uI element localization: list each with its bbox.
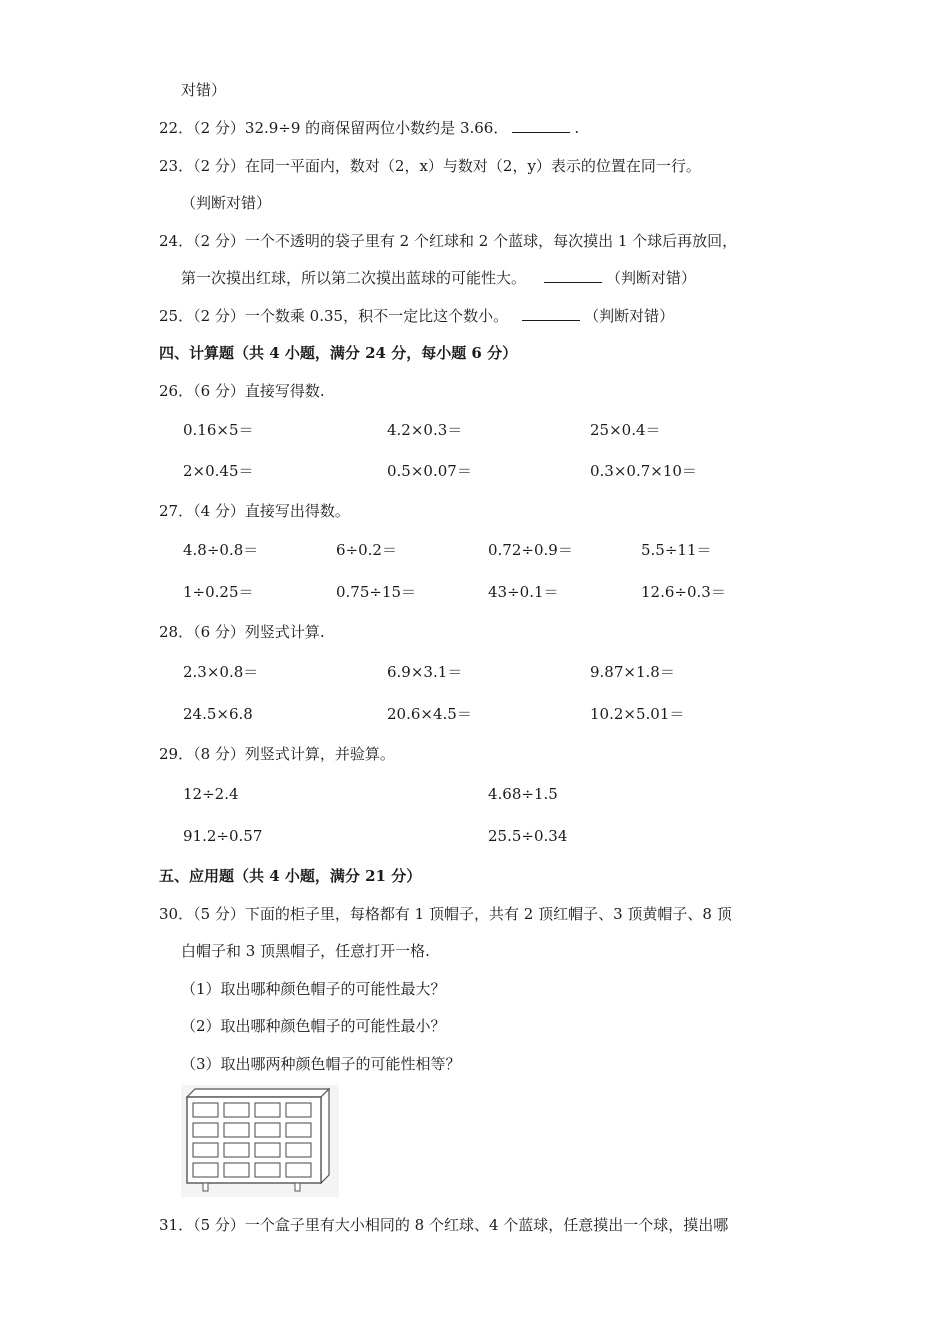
question-28 [159,622,325,642]
question-22 [159,118,579,138]
question-score: （6 分） [193,623,245,641]
question-number: 30． [159,905,194,923]
question-24 [159,231,737,251]
continued-text: 对错） [181,81,227,99]
question-tail: （判断对错） [584,307,675,325]
cabinet-illustration [181,1085,339,1197]
question-text: 在同一平面内，数对（2，x）与数对（2，y）表示的位置在同一行。 [244,157,701,175]
expression: 1÷0.25＝ [183,583,254,601]
question-number: 24． [159,232,194,250]
expression: 6÷0.2＝ [336,541,397,559]
answer-blank[interactable] [512,118,570,133]
question-number: 27． [159,502,194,520]
question-text: 列竖式计算，并验算。 [244,745,395,763]
answer-blank[interactable] [544,268,602,283]
question-31 [159,1215,728,1235]
question-26 [159,381,325,401]
expression: 91.2÷0.57 [183,827,263,845]
question-score: （6 分） [193,382,245,400]
question-text: 直接写出得数。 [244,502,350,520]
question-text: 一个数乘 0.35，积不一定比这个数小。 [244,307,509,325]
question-score: （8 分） [193,745,245,763]
question-23 [159,156,701,176]
question-23-line2: （判断对错） [181,194,272,212]
expression: 25×0.4＝ [590,421,661,439]
question-tail: （判断对错） [606,269,697,287]
question-25 [159,306,674,326]
question-24-line2 [181,268,696,288]
expression: 0.5×0.07＝ [387,462,472,480]
question-29 [159,744,395,764]
expression: 5.5÷11＝ [641,541,712,559]
question-text: 直接写得数. [244,382,325,400]
question-text: 下面的柜子里，每格都有 1 顶帽子，共有 2 顶红帽子、3 顶黄帽子、8 顶 [244,905,732,923]
expression: 4.68÷1.5 [488,785,558,803]
question-score: （2 分） [193,232,245,250]
question-tail: . [574,119,580,137]
question-score: （2 分） [193,157,245,175]
question-number: 26． [159,382,194,400]
expression: 4.2×0.3＝ [387,421,463,439]
question-number: 31． [159,1216,194,1234]
question-text: 列竖式计算. [244,623,325,641]
expression: 24.5×6.8 [183,705,253,723]
question-score: （5 分） [193,905,245,923]
section-heading-4: 四、计算题（共 4 小题，满分 24 分，每小题 6 分） [159,344,518,362]
expression: 2.3×0.8＝ [183,663,259,681]
expression: 12.6÷0.3＝ [641,583,726,601]
expression: 12÷2.4 [183,785,239,803]
expression: 0.72÷0.9＝ [488,541,573,559]
sub-question: （1）取出哪种颜色帽子的可能性最大？ [181,980,446,998]
expression: 9.87×1.8＝ [590,663,675,681]
expression: 0.16×5＝ [183,421,254,439]
question-text: 一个不透明的袋子里有 2 个红球和 2 个蓝球，每次摸出 1 个球后再放回， [244,232,738,250]
sub-question: （3）取出哪两种颜色帽子的可能性相等？ [181,1055,461,1073]
answer-blank[interactable] [522,306,580,321]
question-text: 一个盒子里有大小相同的 8 个红球、4 个蓝球，任意摸出一个球，摸出哪 [244,1216,729,1234]
expression: 6.9×3.1＝ [387,663,463,681]
question-score: （2 分） [193,119,245,137]
question-score: （4 分） [193,502,245,520]
question-27 [159,501,350,521]
question-score: （2 分） [193,307,245,325]
question-score: （5 分） [193,1216,245,1234]
question-number: 23． [159,157,194,175]
expression: 2×0.45＝ [183,462,254,480]
question-text: 第一次摸出红球，所以第二次摸出蓝球的可能性大。 [181,269,527,287]
sub-question: （2）取出哪种颜色帽子的可能性最小？ [181,1017,446,1035]
question-number: 28． [159,623,194,641]
expression: 43÷0.1＝ [488,583,559,601]
question-30-line2: 白帽子和 3 顶黑帽子，任意打开一格. [181,942,430,960]
expression: 20.6×4.5＝ [387,705,472,723]
expression: 4.8÷0.8＝ [183,541,259,559]
expression: 0.75÷15＝ [336,583,417,601]
question-number: 22． [159,119,194,137]
question-number: 29． [159,745,194,763]
question-text: 32.9÷9 的商保留两位小数约是 3.66． [244,119,509,137]
question-number: 25． [159,307,194,325]
question-30 [159,904,732,924]
section-heading-5: 五、应用题（共 4 小题，满分 21 分） [159,867,422,885]
expression: 25.5÷0.34 [488,827,568,845]
expression: 10.2×5.01＝ [590,705,685,723]
expression: 0.3×0.7×10＝ [590,462,697,480]
